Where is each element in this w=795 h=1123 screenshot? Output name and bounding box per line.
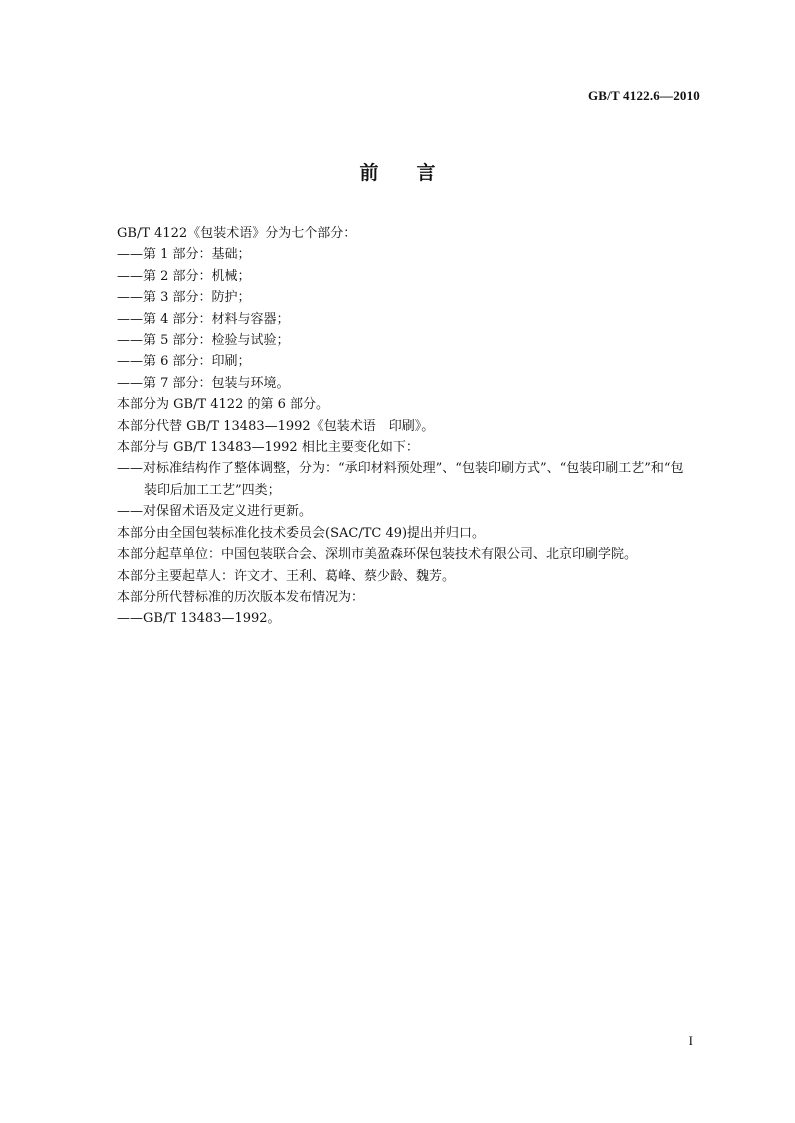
history-paragraph: 本部分所代替标准的历次版本发布情况为： [117, 589, 365, 605]
change-item: ——对保留术语及定义进行更新。 [117, 504, 313, 520]
title-char-2: 言 [416, 162, 436, 184]
drafters-paragraph: 本部分主要起草人：许文才、王利、葛峰、蔡少龄、魏芳。 [117, 568, 456, 584]
list-item: ——第 6 部分：印刷； [117, 354, 251, 370]
proposed-paragraph: 本部分由全国包装标准化技术委员会(SAC/TC 49)提出并归口。 [117, 525, 486, 541]
page-number: I [688, 1033, 693, 1048]
list-item: ——第 5 部分：检验与试验； [117, 333, 290, 349]
page-title [0, 158, 795, 185]
replace-paragraph: 本部分代替 GB/T 13483—1992《包装术语 印刷》。 [117, 418, 435, 434]
list-item: ——第 4 部分：材料与容器； [117, 311, 290, 327]
list-item: ——第 3 部分：防护； [117, 290, 251, 306]
change-item: ——对标准结构作了整体调整，分为：“承印材料预处理”、“包装印刷方式”、“包装印刷工艺”和“包 [117, 461, 684, 477]
changes-paragraph: 本部分与 GB/T 13483—1992 相比主要变化如下： [117, 440, 419, 456]
change-item-continuation: 装印后加工工艺”四类； [144, 482, 281, 498]
foreword-body [117, 223, 707, 630]
list-item: ——第 2 部分：机械； [117, 268, 251, 284]
document-code: GB/T 4122.6—2010 [587, 88, 700, 103]
list-item: ——第 7 部分：包装与环境。 [117, 375, 290, 391]
drafting-units-paragraph: 本部分起草单位：中国包装联合会、深圳市美盈森环保包装技术有限公司、北京印刷学院。 [117, 547, 638, 563]
history-item: ——GB/T 13483—1992。 [117, 611, 281, 627]
list-item: ——第 1 部分：基础； [117, 247, 251, 263]
intro-paragraph: GB/T 4122《包装术语》分为七个部分： [117, 226, 357, 241]
title-char-1: 前 [359, 162, 379, 184]
part6-paragraph: 本部分为 GB/T 4122 的第 6 部分。 [117, 397, 330, 413]
